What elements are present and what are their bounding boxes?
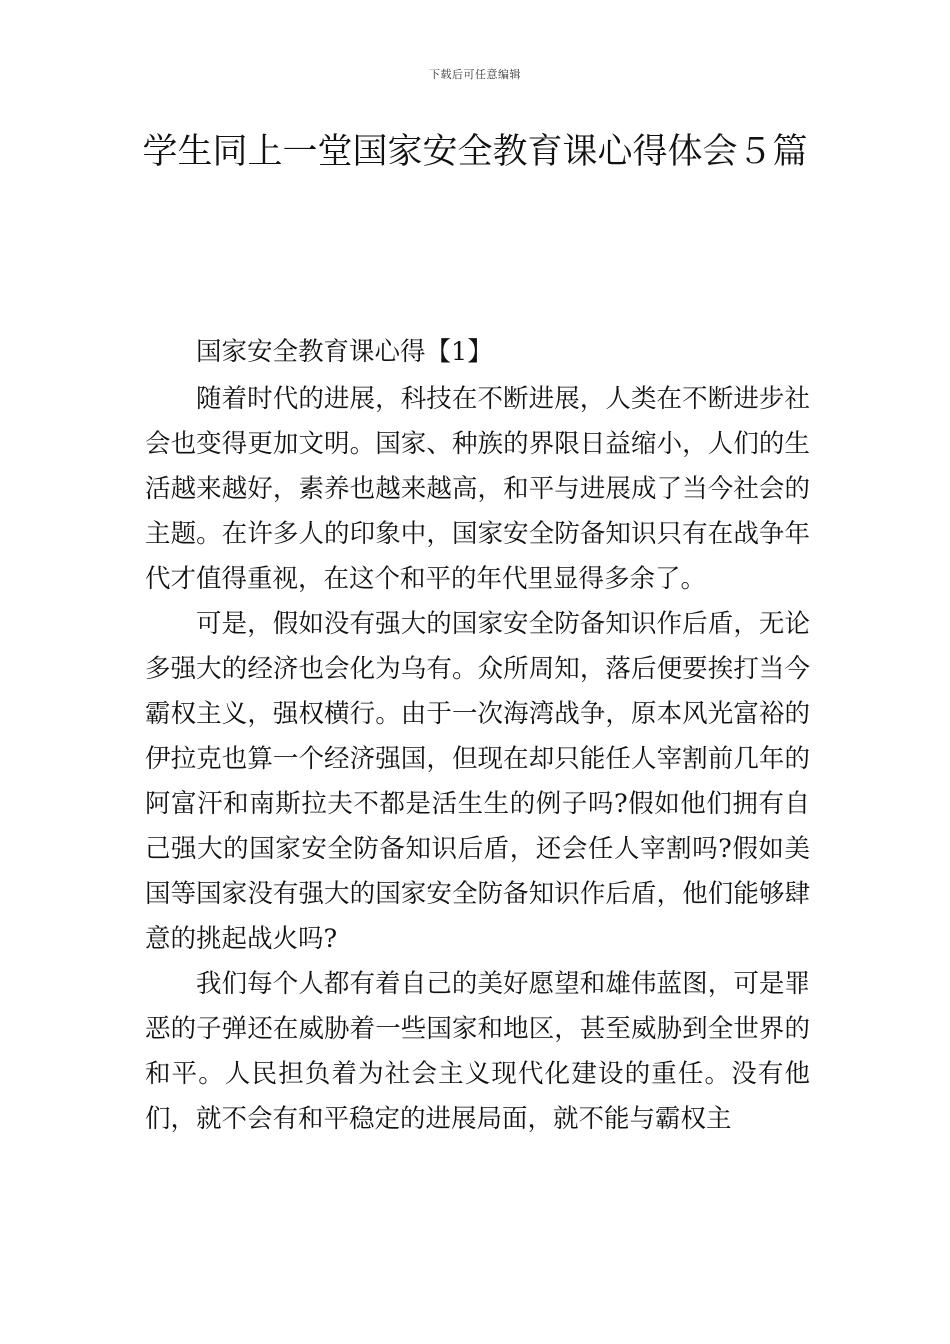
paragraph-3: 我们每个人都有着自己的美好愿望和雄伟蓝图，可是罪恶的子弹还在威胁着一些国家和地区，甚至威胁到全世界的和平。人民担负着为社会主义现代化建设的重任。没有他们，就不会有和平稳定的进展局面，就不能与霸权主 [145, 969, 810, 1134]
document-body [145, 330, 810, 1142]
header-note: 下载后可任意编辑 [429, 68, 521, 81]
paragraph-2: 可是，假如没有强大的国家安全防备知识作后盾，无论多强大的经济也会化为乌有。众所周知，落后便要挨打当今霸权主义，强权横行。由于一次海湾战争，原本风光富裕的伊拉克也算一个经济强国，但现在却只能任人宰割前几年的阿富汗和南斯拉夫不都是活生生的例子吗?假如他们拥有自己强大的国家安全防备知识后盾，还会任人宰割吗?假如美国等国家没有强大的国家安全防备知识作后盾，他们能够肆意的挑起战火吗? [145, 609, 810, 954]
section-heading: 国家安全教育课心得【1】 [196, 337, 493, 367]
document-title: 学生同上一堂国家安全教育课心得体会５篇 [142, 132, 808, 172]
paragraph-1: 随着时代的进展，科技在不断进展，人类在不断进步社会也变得更加文明。国家、种族的界限日益缩小，人们的生活越来越好，素养也越来越高，和平与进展成了当今社会的主题。在许多人的印象中，国家安全防备知识只有在战争年代才值得重视，在这个和平的年代里显得多余了。 [145, 384, 810, 594]
